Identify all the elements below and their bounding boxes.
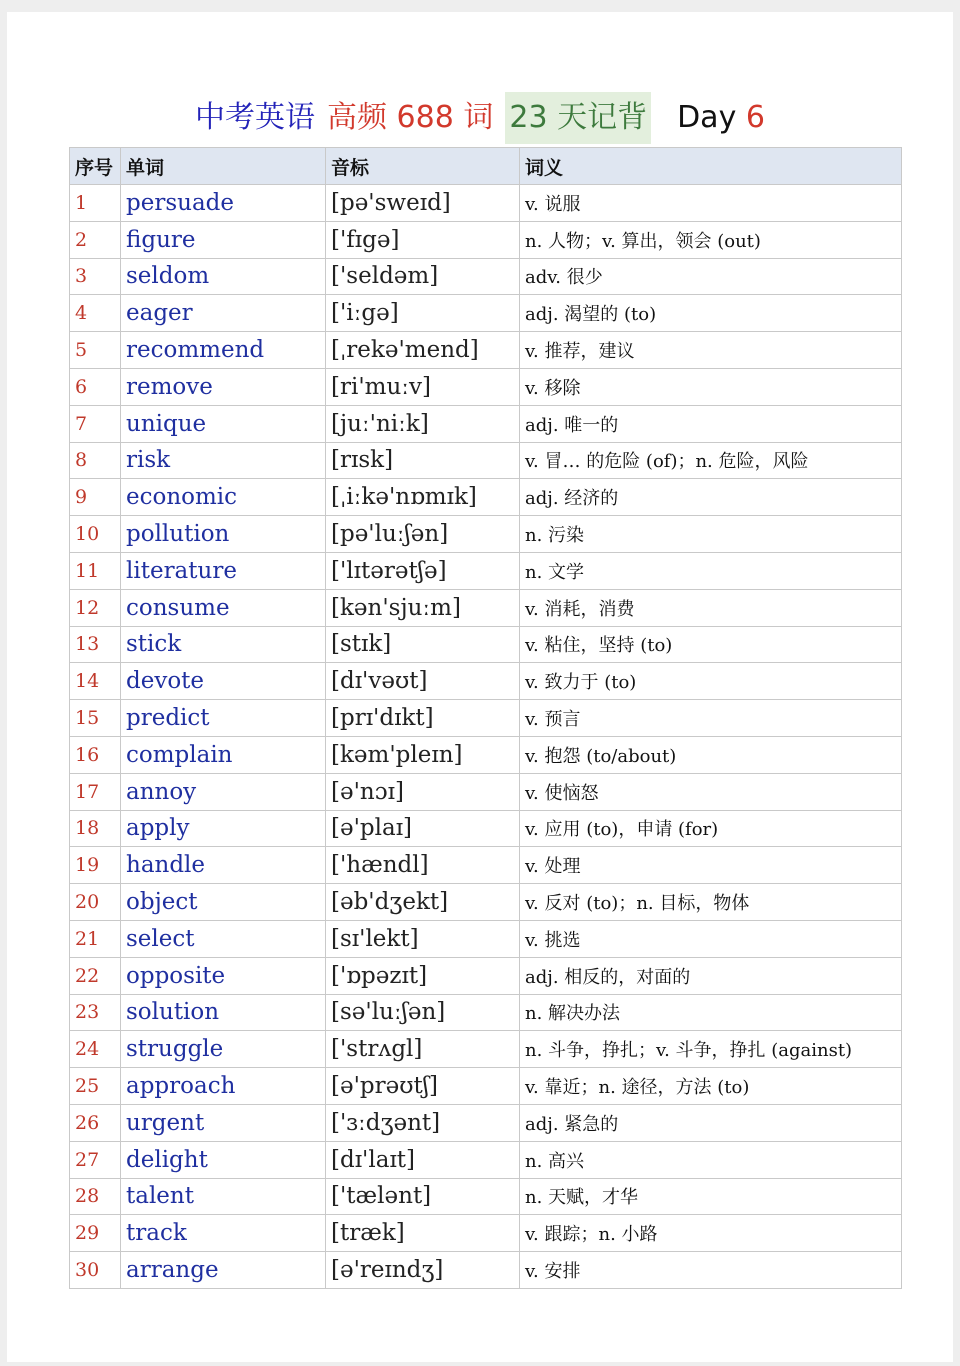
row-meaning: adj. 相反的，对面的 — [520, 957, 902, 994]
row-index: 12 — [70, 589, 121, 626]
row-meaning: adj. 唯一的 — [520, 405, 902, 442]
row-word: risk — [121, 442, 326, 479]
row-phonetic: [ri'muːv] — [326, 368, 520, 405]
row-word: opposite — [121, 957, 326, 994]
row-phonetic: [pə'luːʃən] — [326, 516, 520, 553]
vocabulary-rows — [70, 185, 902, 1289]
row-phonetic: [ə'prəʊtʃ] — [326, 1068, 520, 1105]
row-word: urgent — [121, 1104, 326, 1141]
row-index: 21 — [70, 920, 121, 957]
row-phonetic: [ə'plaɪ] — [326, 810, 520, 847]
table-row — [70, 589, 902, 626]
row-word: track — [121, 1215, 326, 1252]
row-phonetic: [ə'reɪndʒ] — [326, 1252, 520, 1289]
row-word: predict — [121, 700, 326, 737]
table-row — [70, 1215, 902, 1252]
table-row — [70, 368, 902, 405]
title-days: 23 天记背 — [505, 92, 651, 144]
row-word: persuade — [121, 185, 326, 222]
header-word: 单词 — [121, 148, 326, 185]
row-word: arrange — [121, 1252, 326, 1289]
row-meaning: v. 消耗，消费 — [520, 589, 902, 626]
table-row — [70, 516, 902, 553]
row-index: 20 — [70, 884, 121, 921]
table-row — [70, 957, 902, 994]
row-word: unique — [121, 405, 326, 442]
table-row — [70, 736, 902, 773]
row-index: 10 — [70, 516, 121, 553]
row-word: stick — [121, 626, 326, 663]
row-meaning: n. 斗争，挣扎；v. 斗争，挣扎 (against) — [520, 1031, 902, 1068]
row-word: complain — [121, 736, 326, 773]
table-row — [70, 847, 902, 884]
row-meaning: v. 抱怨 (to/about) — [520, 736, 902, 773]
row-word: devote — [121, 663, 326, 700]
title-day-number: 6 — [745, 100, 765, 135]
row-word: annoy — [121, 773, 326, 810]
row-meaning: n. 高兴 — [520, 1141, 902, 1178]
row-word: apply — [121, 810, 326, 847]
row-index: 23 — [70, 994, 121, 1031]
header-index: 序号 — [70, 148, 121, 185]
row-phonetic: [ə'nɔɪ] — [326, 773, 520, 810]
row-meaning: n. 解决办法 — [520, 994, 902, 1031]
row-index: 29 — [70, 1215, 121, 1252]
row-index: 15 — [70, 700, 121, 737]
row-word: delight — [121, 1141, 326, 1178]
table-row — [70, 663, 902, 700]
row-index: 11 — [70, 552, 121, 589]
row-word: talent — [121, 1178, 326, 1215]
row-meaning: adj. 紧急的 — [520, 1104, 902, 1141]
row-index: 6 — [70, 368, 121, 405]
row-word: figure — [121, 221, 326, 258]
row-word: seldom — [121, 258, 326, 295]
row-word: economic — [121, 479, 326, 516]
page-title — [7, 92, 953, 144]
row-phonetic: ['lɪtərətʃə] — [326, 552, 520, 589]
table-row — [70, 258, 902, 295]
row-word: remove — [121, 368, 326, 405]
row-meaning: n. 人物；v. 算出，领会 (out) — [520, 221, 902, 258]
row-phonetic: [dɪ'vəʊt] — [326, 663, 520, 700]
row-index: 9 — [70, 479, 121, 516]
row-index: 14 — [70, 663, 121, 700]
row-phonetic: ['seldəm] — [326, 258, 520, 295]
row-index: 25 — [70, 1068, 121, 1105]
row-word: select — [121, 920, 326, 957]
table-row — [70, 884, 902, 921]
row-word: approach — [121, 1068, 326, 1105]
table-row — [70, 810, 902, 847]
row-index: 28 — [70, 1178, 121, 1215]
row-phonetic: [sɪ'lekt] — [326, 920, 520, 957]
row-index: 4 — [70, 295, 121, 332]
title-exam-label: 中考英语 — [195, 100, 316, 135]
row-index: 18 — [70, 810, 121, 847]
row-meaning: v. 应用 (to)，申请 (for) — [520, 810, 902, 847]
row-index: 24 — [70, 1031, 121, 1068]
row-phonetic: ['strʌgl] — [326, 1031, 520, 1068]
row-index: 19 — [70, 847, 121, 884]
row-word: handle — [121, 847, 326, 884]
row-index: 7 — [70, 405, 121, 442]
table-row — [70, 1141, 902, 1178]
table-row — [70, 405, 902, 442]
table-row — [70, 185, 902, 222]
row-index: 1 — [70, 185, 121, 222]
row-meaning: v. 反对 (to)；n. 目标，物体 — [520, 884, 902, 921]
header-meaning: 词义 — [520, 148, 902, 185]
row-phonetic: ['tælənt] — [326, 1178, 520, 1215]
row-phonetic: ['fɪgə] — [326, 221, 520, 258]
table-row — [70, 442, 902, 479]
row-word: object — [121, 884, 326, 921]
vocabulary-table — [69, 147, 902, 1289]
row-meaning: v. 说服 — [520, 185, 902, 222]
row-meaning: v. 推荐，建议 — [520, 332, 902, 369]
row-phonetic: [stɪk] — [326, 626, 520, 663]
row-index: 13 — [70, 626, 121, 663]
row-phonetic: ['ɒpəzɪt] — [326, 957, 520, 994]
row-phonetic: ['hændl] — [326, 847, 520, 884]
row-meaning: adv. 很少 — [520, 258, 902, 295]
header-phonetic: 音标 — [326, 148, 520, 185]
row-word: recommend — [121, 332, 326, 369]
table-row — [70, 295, 902, 332]
table-row — [70, 1104, 902, 1141]
row-phonetic: ['ɜːdʒənt] — [326, 1104, 520, 1141]
table-row — [70, 773, 902, 810]
row-meaning: v. 跟踪；n. 小路 — [520, 1215, 902, 1252]
table-row — [70, 332, 902, 369]
table-row — [70, 1252, 902, 1289]
table-row — [70, 1068, 902, 1105]
table-row — [70, 1031, 902, 1068]
row-meaning: n. 天赋，才华 — [520, 1178, 902, 1215]
row-word: eager — [121, 295, 326, 332]
row-phonetic: [træk] — [326, 1215, 520, 1252]
row-index: 8 — [70, 442, 121, 479]
title-day-label: Day — [677, 100, 737, 135]
row-phonetic: [prɪ'dɪkt] — [326, 700, 520, 737]
row-phonetic: [kən'sjuːm] — [326, 589, 520, 626]
row-index: 17 — [70, 773, 121, 810]
row-phonetic: [pə'sweɪd] — [326, 185, 520, 222]
row-word: literature — [121, 552, 326, 589]
table-row — [70, 994, 902, 1031]
row-meaning: v. 处理 — [520, 847, 902, 884]
table-row — [70, 552, 902, 589]
row-phonetic: [juː'niːk] — [326, 405, 520, 442]
table-row — [70, 920, 902, 957]
row-meaning: n. 污染 — [520, 516, 902, 553]
row-index: 22 — [70, 957, 121, 994]
row-index: 2 — [70, 221, 121, 258]
row-meaning: adj. 渴望的 (to) — [520, 295, 902, 332]
document-page — [7, 12, 953, 1362]
row-index: 30 — [70, 1252, 121, 1289]
row-meaning: v. 安排 — [520, 1252, 902, 1289]
row-phonetic: [dɪ'laɪt] — [326, 1141, 520, 1178]
row-meaning: adj. 经济的 — [520, 479, 902, 516]
table-header-row — [70, 148, 902, 185]
row-phonetic: [sə'luːʃən] — [326, 994, 520, 1031]
table-row — [70, 700, 902, 737]
table-row — [70, 626, 902, 663]
row-meaning: v. 使恼怒 — [520, 773, 902, 810]
row-meaning: n. 文学 — [520, 552, 902, 589]
row-meaning: v. 粘住，坚持 (to) — [520, 626, 902, 663]
row-word: consume — [121, 589, 326, 626]
row-index: 16 — [70, 736, 121, 773]
row-meaning: v. 移除 — [520, 368, 902, 405]
row-phonetic: [əb'dʒekt] — [326, 884, 520, 921]
row-index: 27 — [70, 1141, 121, 1178]
row-phonetic: [ˌrekə'mend] — [326, 332, 520, 369]
row-meaning: v. 冒… 的危险 (of)；n. 危险，风险 — [520, 442, 902, 479]
row-phonetic: ['iːgə] — [326, 295, 520, 332]
table-row — [70, 221, 902, 258]
row-word: solution — [121, 994, 326, 1031]
row-word: pollution — [121, 516, 326, 553]
table-row — [70, 479, 902, 516]
title-word-count: 高频 688 词 — [327, 100, 494, 135]
row-index: 26 — [70, 1104, 121, 1141]
row-index: 3 — [70, 258, 121, 295]
row-word: struggle — [121, 1031, 326, 1068]
row-phonetic: [ˌiːkə'nɒmɪk] — [326, 479, 520, 516]
row-phonetic: [kəm'pleɪn] — [326, 736, 520, 773]
row-phonetic: [rɪsk] — [326, 442, 520, 479]
row-meaning: v. 靠近；n. 途径，方法 (to) — [520, 1068, 902, 1105]
row-meaning: v. 预言 — [520, 700, 902, 737]
row-index: 5 — [70, 332, 121, 369]
table-row — [70, 1178, 902, 1215]
row-meaning: v. 致力于 (to) — [520, 663, 902, 700]
row-meaning: v. 挑选 — [520, 920, 902, 957]
